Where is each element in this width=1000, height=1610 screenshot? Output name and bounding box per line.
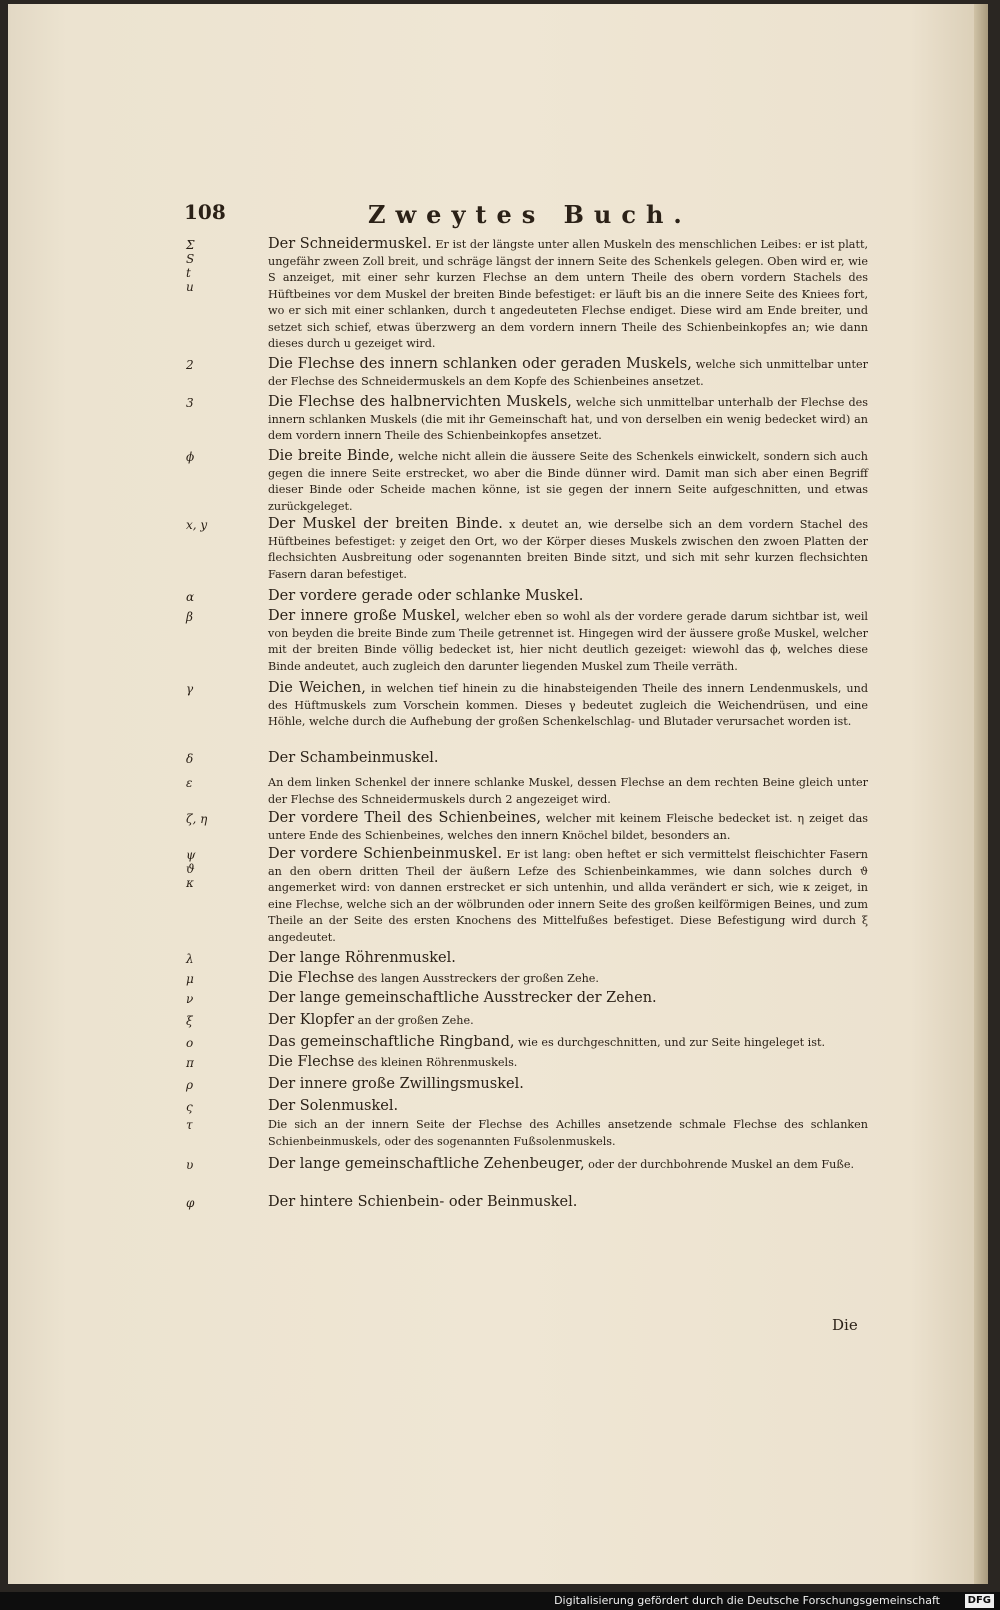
entry-paragraph xyxy=(268,394,868,445)
entry-marker: λ xyxy=(186,952,194,966)
entry-paragraph xyxy=(268,990,868,1008)
dfg-logo: DFG xyxy=(965,1594,994,1608)
entry-text: des langen Ausstreckers der großen Zehe. xyxy=(354,972,599,985)
entry-marker: x, y xyxy=(186,518,208,532)
entry-marker: δ xyxy=(186,752,194,766)
entry-lead: Der Muskel der breiten Binde. xyxy=(268,516,503,532)
entry-lead: Der Solenmuskel. xyxy=(268,1098,399,1114)
footer-text: Digitalisierung gefördert durch die Deutsche Forschungsgemeinschaft xyxy=(554,1594,940,1607)
entry-lead: Der lange Röhrenmuskel. xyxy=(268,950,456,966)
entry-paragraph xyxy=(268,1116,868,1150)
entry-paragraph xyxy=(268,680,868,731)
entry-marker: γ xyxy=(186,682,194,696)
entry-lead: Die breite Binde, xyxy=(268,448,394,464)
entry-text: oder der durchbohrende Muskel an dem Fuße. xyxy=(584,1158,855,1171)
entry-marker: ζ, η xyxy=(186,812,208,826)
entry-lead: Der lange gemeinschaftliche Ausstrecker der Zehen. xyxy=(268,990,657,1006)
entry-marker: Σ S t u xyxy=(186,238,195,294)
entry-paragraph xyxy=(268,970,868,988)
entry-marker: μ xyxy=(186,972,194,986)
entry-text: wie es durchgeschnitten, und zur Seite hingeleget ist. xyxy=(514,1036,826,1049)
entry-text: welcher mit keinem Fleische bedecket ist. η zeiget das untere Ende des Schienbeines, welches den innern Knöchel bildet, besonders an. xyxy=(268,812,868,842)
entry-paragraph xyxy=(268,774,868,808)
entry-text: welche sich unmittelbar unterhalb der Flechse des innern schlanken Muskels (die mit ihr Gemeinschaft hat, und von derselben ein wenig bedecket wird) an dem vordern innern Theile des Schienbeinkopfes ansetzet. xyxy=(268,396,868,442)
entry-lead: Der hintere Schienbein- oder Beinmuskel. xyxy=(268,1194,578,1210)
entry-marker: φ xyxy=(186,1196,195,1210)
entry-paragraph xyxy=(268,846,868,946)
entry-marker: υ xyxy=(186,1158,194,1172)
page-edge xyxy=(974,4,988,1584)
entry-marker: ς xyxy=(186,1100,193,1114)
entry-paragraph xyxy=(268,1076,868,1094)
entry-lead: Der vordere Schienbeinmuskel. xyxy=(268,846,503,862)
entry-marker: β xyxy=(186,610,193,624)
entry-text: welche sich unmittelbar unter der Flechse des Schneidermuskels an dem Kopfe des Schienbeines ansetzet. xyxy=(268,358,868,388)
entry-paragraph xyxy=(268,448,868,515)
entry-text: Er ist lang: oben heftet er sich vermittelst fleischichter Fasern an den obern dritten Theil der äußern Lefze des Schienbeinkammes, wie dann solches durch ϑ angemerket wird: von dannen erstrecket er sich untenhin, und allda verändert er sich, wie κ zeiget, in eine Flechse, welche sich an der wölbrunden oder innern Seite des großen keilförmigen Beines, und zum Theile an der Seite des ersten Knochens des Mittelfußes befestiget. Diese Befestigung wird durch ξ angedeutet. xyxy=(268,848,868,944)
footer-bar xyxy=(0,1592,1000,1610)
entry-paragraph xyxy=(268,1194,868,1212)
entry-paragraph xyxy=(268,608,868,675)
entry-lead: Der vordere gerade oder schlanke Muskel. xyxy=(268,588,584,604)
entry-text: Die sich an der innern Seite der Flechse des Achilles ansetzende schmale Flechse des schlanken Schienbeinmuskels, oder des sogenannten Fußsolenmuskels. xyxy=(268,1118,868,1148)
running-head: Zweytes Buch. xyxy=(368,200,692,229)
entry-marker: 2 xyxy=(186,358,194,372)
entry-lead: Der innere große Zwillingsmuskel. xyxy=(268,1076,524,1092)
entry-paragraph xyxy=(268,236,868,353)
entry-lead: Die Flechse xyxy=(268,1054,355,1070)
entry-lead: Der Schneidermuskel. xyxy=(268,236,432,252)
entry-paragraph xyxy=(268,1156,868,1174)
entry-lead: Die Flechse des halbnervichten Muskels, xyxy=(268,394,572,410)
entry-paragraph xyxy=(268,1012,868,1030)
entry-text: An dem linken Schenkel der innere schlanke Muskel, dessen Flechse an dem rechten Beine gleich unter der Flechse des Schneidermuskels durch 2 angezeiget wird. xyxy=(268,776,868,806)
entry-marker: π xyxy=(186,1056,194,1070)
entry-marker: ο xyxy=(186,1036,194,1050)
entry-marker: ψ ϑ κ xyxy=(186,848,196,890)
entry-marker: ξ xyxy=(186,1014,193,1028)
entry-lead: Die Weichen, xyxy=(268,680,366,696)
entry-lead: Der Schambeinmuskel. xyxy=(268,750,439,766)
entry-lead: Der Klopfer xyxy=(268,1012,355,1028)
entry-marker: τ xyxy=(186,1118,193,1132)
entry-lead: Der innere große Muskel, xyxy=(268,608,461,624)
entry-text: in welchen tief hinein zu die hinabsteigenden Theile des innern Lendenmuskels, und des Hüftmuskels zum Vorschein kommen. Dieses γ bedeutet zugleich die Weichendrüsen, und eine Höhle, welche durch die Aufhebung der großen Schenkelschlag- und Blutader verursachet worden ist. xyxy=(268,682,868,728)
entry-paragraph xyxy=(268,750,868,768)
entry-text: welche nicht allein die äussere Seite des Schenkels einwickelt, sondern sich auch gegen die innere Seite erstrecket, wo aber die Binde dünner wird. Damit man sich aber einen Begriff dieser Binde oder Scheide machen könne, ist sie gegen der innern Seite aufgeschnitten, und etwas zurückgeleget. xyxy=(268,450,868,513)
book-page xyxy=(8,4,988,1584)
entry-marker: α xyxy=(186,590,195,604)
entry-paragraph xyxy=(268,810,868,844)
entry-lead: Das gemeinschaftliche Ringband, xyxy=(268,1034,515,1050)
entry-lead: Der lange gemeinschaftliche Zehenbeuger, xyxy=(268,1156,585,1172)
page-header xyxy=(8,200,988,230)
entry-paragraph xyxy=(268,356,868,390)
entry-text: des kleinen Röhrenmuskels. xyxy=(354,1056,518,1069)
catchword: Die xyxy=(832,1316,858,1334)
entry-paragraph xyxy=(268,1098,868,1116)
entry-lead: Der vordere Theil des Schienbeines, xyxy=(268,810,541,826)
page-number: 108 xyxy=(184,200,226,224)
entry-paragraph xyxy=(268,516,868,583)
entry-marker: ϕ xyxy=(186,450,195,464)
entry-paragraph xyxy=(268,950,868,968)
entry-paragraph xyxy=(268,1054,868,1072)
entry-marker: ε xyxy=(186,776,193,790)
entry-text: welcher eben so wohl als der vordere gerade darum sichtbar ist, weil von beyden die breite Binde zum Theile getrennet ist. Hingegen wird der äussere große Muskel, welcher mit der breiten Binde völlig bedecket ist, hier nicht deutlich gezeiget: wiewohl das ϕ, welches diese Binde andeutet, auch zugleich den darunter liegenden Muskel zum Theile verräth. xyxy=(268,610,869,673)
entry-text: Er ist der längste unter allen Muskeln des menschlichen Leibes: er ist platt, ungefähr zween Zoll breit, und schräge längst der innern Seite des Schenkels gelegen. Oben wird er, wie S anzeiget, mit einer sehr kurzen Flechse an dem untern Theile des obern vordern Stachels des Hüftbeines vor dem Muskel der breiten Binde befestiget: er läuft bis an die innere Seite des Kniees fort, wo er sich mit einer schlanken, durch t angedeuteten Flechse endiget. Diese wird am Ende breiter, und setzet sich schief, etwas überzwerg an dem vordern innern Theile des Schienbeinkopfes an; wie dann dieses durch u gezeiget wird. xyxy=(268,238,869,350)
entry-text: x deutet an, wie derselbe sich an dem vordern Stachel des Hüftbeines befestiget: y zeiget den Ort, wo der Körper dieses Muskels zwischen den zwoen Platten der flechsichten Ausbreitung oder sogenannten breiten Binde sitzt, und sich mit sehr kurzen flechsichten Fasern daran befestiget. xyxy=(268,518,868,581)
entry-paragraph xyxy=(268,1034,868,1052)
entry-text: an der großen Zehe. xyxy=(354,1014,474,1027)
entry-marker: 3 xyxy=(186,396,194,410)
entry-marker: ν xyxy=(186,992,194,1006)
entry-lead: Die Flechse des innern schlanken oder geraden Muskels, xyxy=(268,356,692,372)
entry-marker: ρ xyxy=(186,1078,194,1092)
entry-paragraph xyxy=(268,588,868,606)
entry-lead: Die Flechse xyxy=(268,970,355,986)
